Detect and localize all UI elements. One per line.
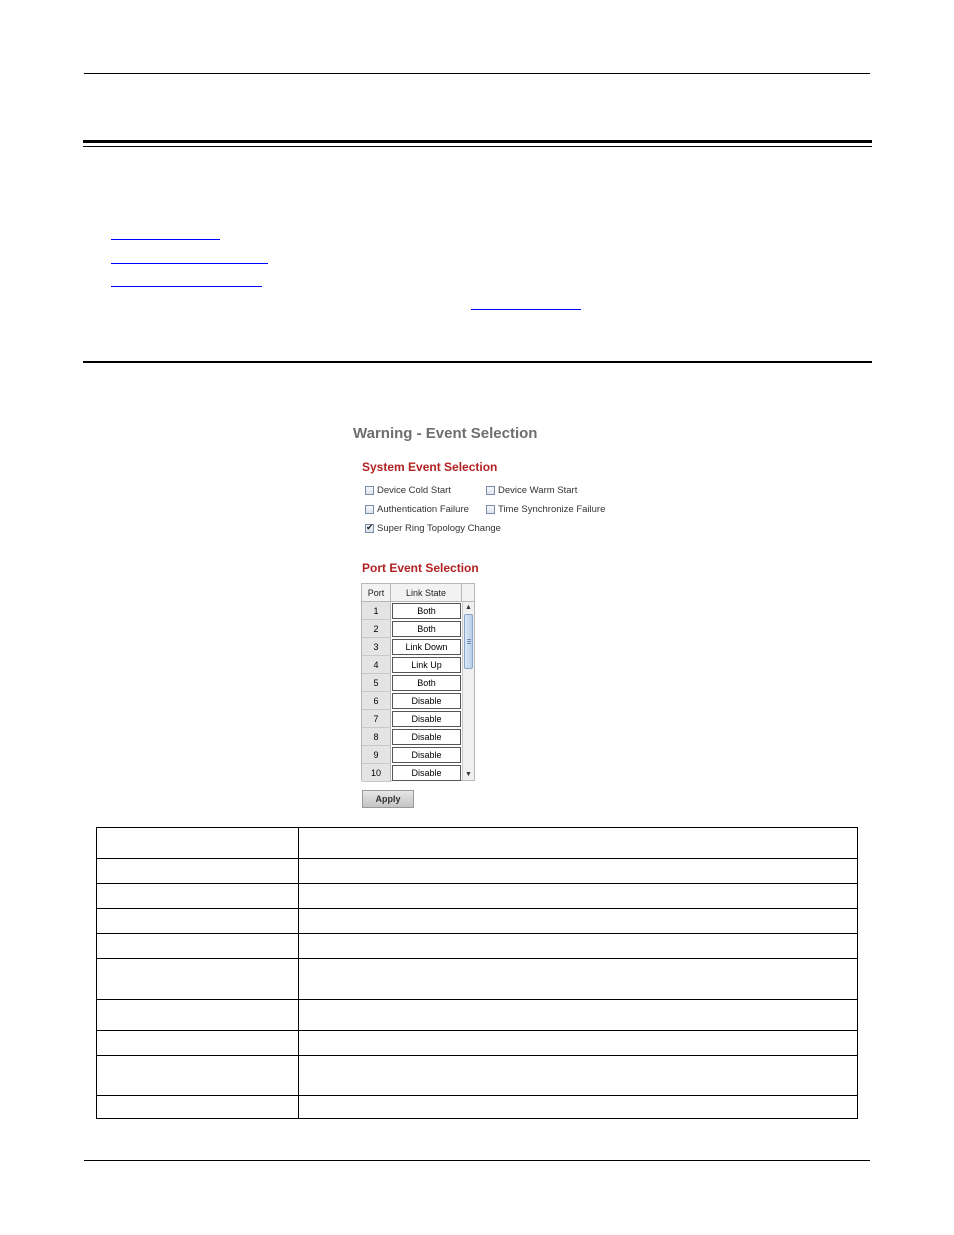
table-row	[362, 746, 462, 764]
header-rule	[84, 73, 870, 74]
port-number: 5	[362, 674, 391, 692]
table-row	[362, 692, 462, 710]
table-row	[362, 638, 462, 656]
toc-link-3[interactable]	[111, 286, 262, 287]
scroll-thumb[interactable]	[464, 614, 473, 669]
event-device-cold-start[interactable]	[365, 485, 451, 496]
link-state-select[interactable]: Disable	[392, 729, 461, 745]
row-divider	[97, 999, 857, 1000]
link-state-select[interactable]: Both	[392, 621, 461, 637]
link-state-select[interactable]: Both	[392, 603, 461, 619]
table-row	[362, 620, 462, 638]
toc-link-1[interactable]	[111, 239, 220, 240]
table-row	[362, 602, 462, 620]
port-number: 2	[362, 620, 391, 638]
grip-line-icon	[467, 641, 471, 642]
panel-title: Warning - Event Selection	[353, 425, 538, 442]
event-time-synchronize-failure[interactable]	[486, 504, 605, 515]
footer-rule	[84, 1160, 870, 1161]
port-number: 1	[362, 602, 391, 620]
link-state-select[interactable]: Both	[392, 675, 461, 691]
system-event-section-title: System Event Selection	[362, 460, 498, 474]
row-divider	[97, 1030, 857, 1031]
port-number: 7	[362, 710, 391, 728]
port-event-table	[361, 583, 475, 781]
grip-line-icon	[467, 643, 471, 644]
column-divider	[298, 828, 299, 1118]
row-divider	[97, 908, 857, 909]
table-row	[362, 710, 462, 728]
link-state-column-header: Link State	[391, 584, 462, 602]
row-divider	[97, 1095, 857, 1096]
description-table	[96, 827, 858, 1119]
table-row	[362, 656, 462, 674]
port-number: 8	[362, 728, 391, 746]
scroll-header-spacer	[462, 584, 474, 602]
device-cold-start-label: Device Cold Start	[377, 485, 451, 496]
inline-link[interactable]	[471, 309, 581, 310]
section-rule	[83, 361, 872, 363]
link-state-select[interactable]: Link Down	[392, 639, 461, 655]
link-state-select[interactable]: Disable	[392, 747, 461, 763]
link-state-select[interactable]: Disable	[392, 765, 461, 781]
port-column-header: Port	[362, 584, 391, 602]
title-rule-thick	[83, 140, 872, 143]
time-synchronize-failure-label: Time Synchronize Failure	[498, 504, 606, 515]
title-rule-thin	[83, 146, 872, 147]
port-number: 6	[362, 692, 391, 710]
grip-line-icon	[467, 639, 471, 640]
authentication-failure-checkbox[interactable]	[365, 505, 374, 514]
row-divider	[97, 958, 857, 959]
port-table-scrollbar[interactable]	[462, 602, 474, 780]
apply-button[interactable]: Apply	[362, 790, 414, 808]
super-ring-topology-change-label: Super Ring Topology Change	[377, 523, 501, 534]
toc-link-2[interactable]	[111, 263, 268, 264]
device-cold-start-checkbox[interactable]	[365, 486, 374, 495]
port-number: 4	[362, 656, 391, 674]
scroll-down-arrow-icon[interactable]: ▼	[465, 771, 472, 778]
row-divider	[97, 858, 857, 859]
super-ring-topology-change-checkbox[interactable]	[365, 524, 374, 533]
event-authentication-failure[interactable]	[365, 504, 469, 515]
table-row	[362, 728, 462, 746]
time-synchronize-failure-checkbox[interactable]	[486, 505, 495, 514]
row-divider	[97, 883, 857, 884]
authentication-failure-label: Authentication Failure	[377, 504, 469, 515]
port-number: 3	[362, 638, 391, 656]
link-state-select[interactable]: Link Up	[392, 657, 461, 673]
device-warm-start-checkbox[interactable]	[486, 486, 495, 495]
table-row	[362, 764, 462, 782]
row-divider	[97, 933, 857, 934]
device-warm-start-label: Device Warm Start	[498, 485, 578, 496]
row-divider	[97, 1055, 857, 1056]
link-state-select[interactable]: Disable	[392, 693, 461, 709]
port-event-section-title: Port Event Selection	[362, 561, 479, 575]
port-number: 10	[362, 764, 391, 782]
link-state-select[interactable]: Disable	[392, 711, 461, 727]
event-device-warm-start[interactable]	[486, 485, 577, 496]
port-number: 9	[362, 746, 391, 764]
table-row	[362, 674, 462, 692]
scroll-up-arrow-icon[interactable]: ▲	[465, 604, 472, 611]
event-super-ring-topology-change[interactable]	[365, 523, 501, 534]
